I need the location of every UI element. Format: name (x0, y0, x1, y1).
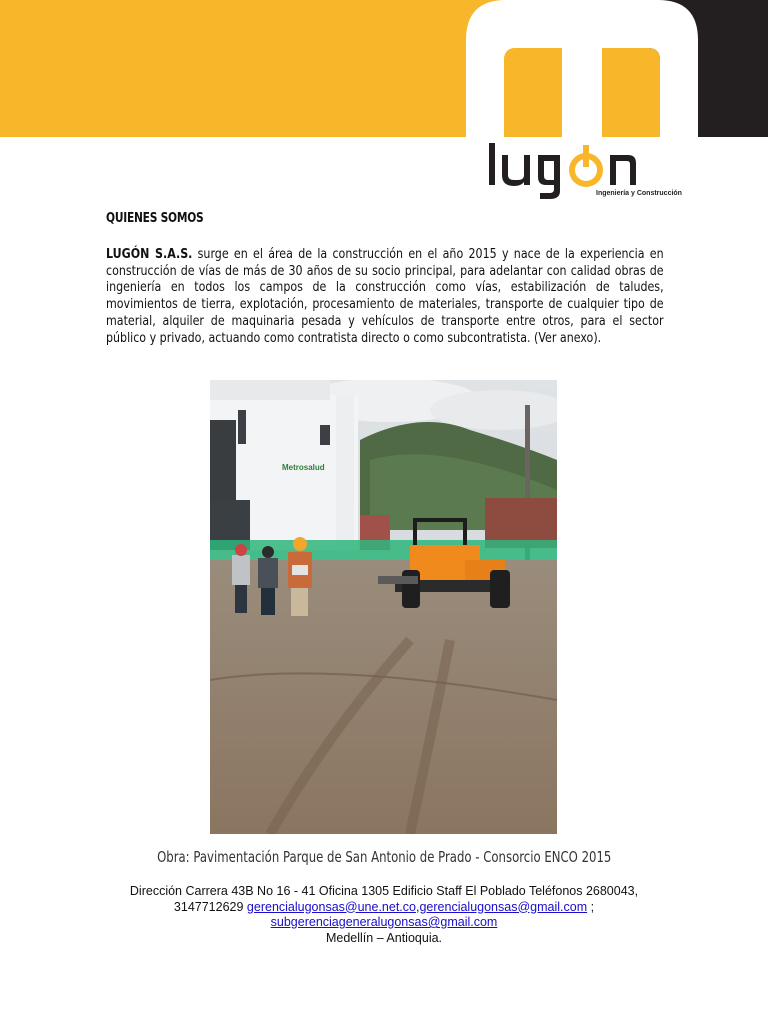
footer-contact-line (0, 900, 768, 916)
section-heading: QUIENES SOMOS (106, 211, 204, 226)
footer-phone: 3147712629 (173, 899, 247, 914)
building-sign: Metrosalud (282, 463, 325, 472)
email-link-2[interactable]: gerencialugonsas@gmail.com (419, 899, 588, 914)
construction-photo (210, 380, 557, 834)
photo-caption: Obra: Pavimentación Parque de San Antonio de Prado - Consorcio ENCO 2015 (156, 848, 612, 866)
intro-paragraph (106, 246, 664, 346)
email-link-1[interactable]: gerencialugonsas@une.net.co (246, 899, 416, 914)
logo-tagline: Ingeniería y Construcción (596, 190, 682, 197)
email-separator: , (415, 899, 420, 914)
footer-semicolon: ; (587, 899, 595, 914)
intro-body: surge en el área de la construcción en el año 2015 y nace de la experiencia en construcción de vías de más de 30 años de su socio principal, para adelantar con calidad obras de ingeniería en todos los campos de la construcción como vías, estabilización de taludes, movimientos de tierra, explotación, procesamiento de materiales, transporte de cualquier tipo de material, alquiler de maquinaria pesada y vehículos de transporte entre otros, para el sector público y privado, actuando como contratista directo o como subcontratista. (Ver anexo). (106, 246, 664, 346)
footer-contact (0, 884, 768, 946)
company-name: LUGÓN S.A.S. (106, 246, 193, 262)
footer-city: Medellín – Antioquia. (325, 930, 443, 945)
logo-wordmark (486, 133, 696, 199)
footer-address: Dirección Carrera 43B No 16 - 41 Oficina 1305 Edificio Staff El Poblado Teléfonos 2680043, (129, 884, 639, 898)
email-link-3[interactable]: subgerenciageneralugonsas@gmail.com (270, 915, 498, 929)
